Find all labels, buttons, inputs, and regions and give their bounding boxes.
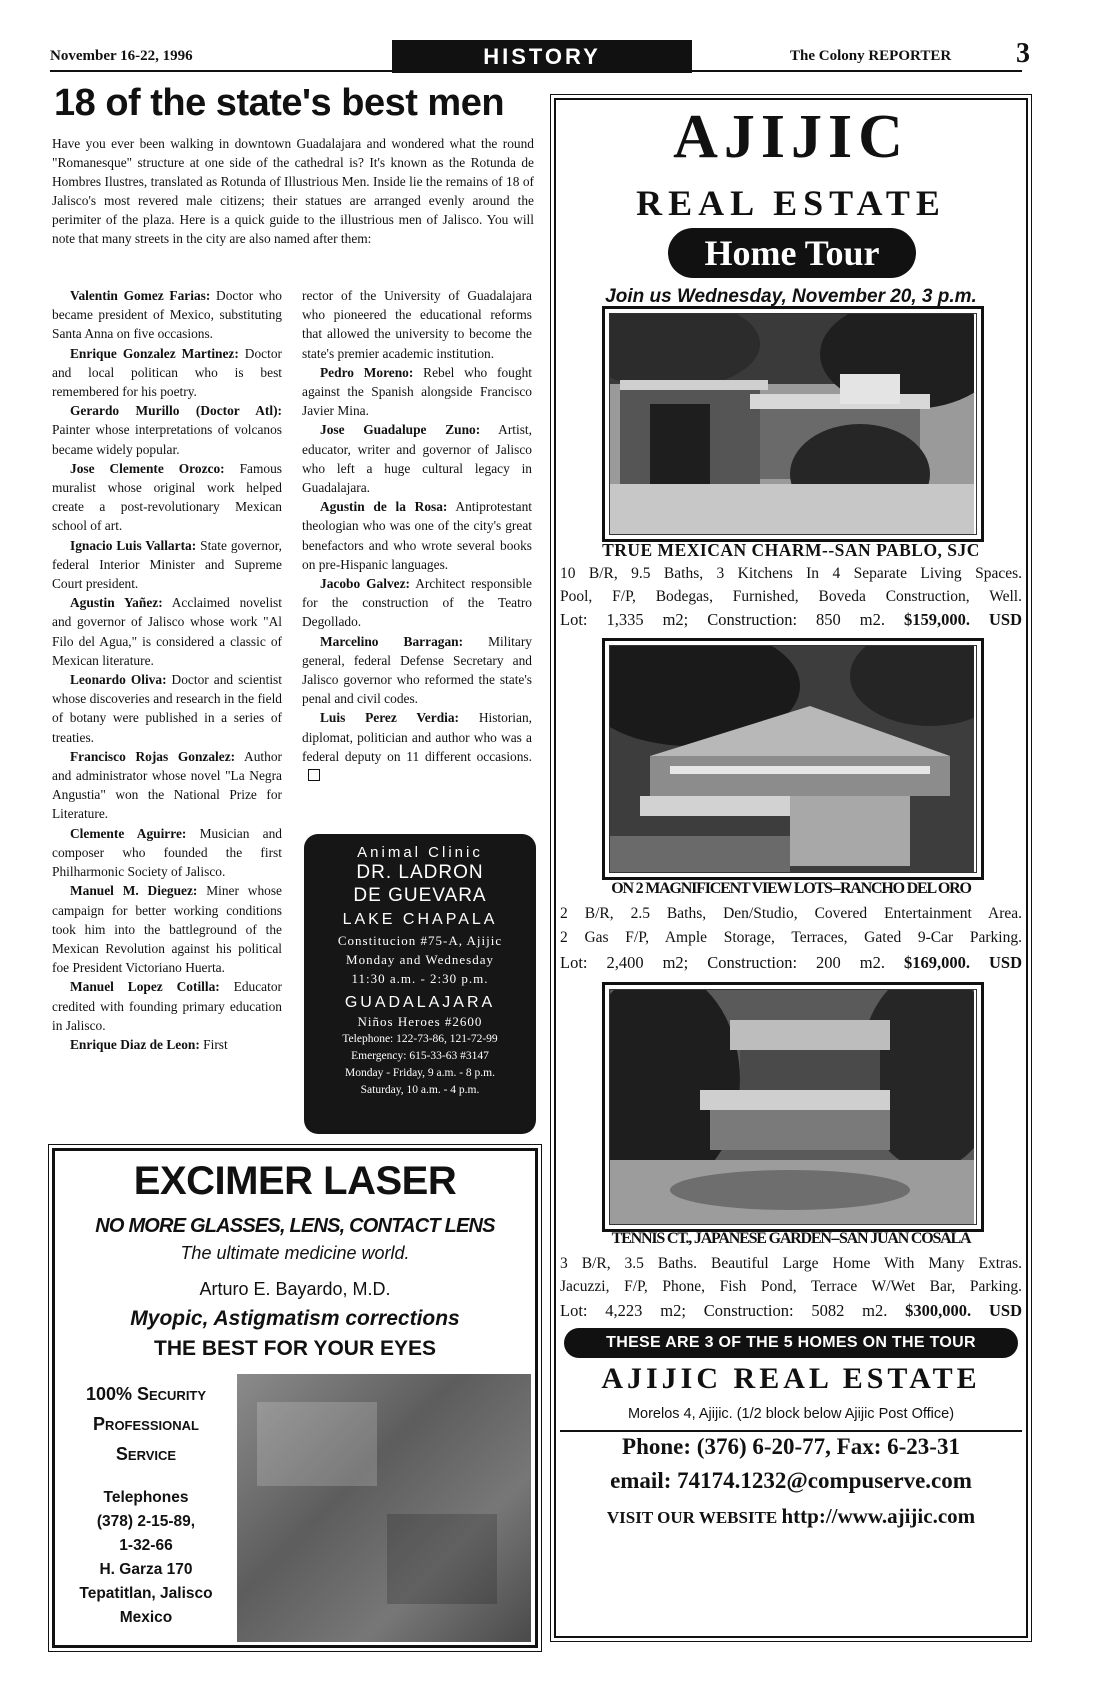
tour-banner: THESE ARE 3 OF THE 5 HOMES ON THE TOUR [564, 1328, 1018, 1358]
entry: Ignacio Luis Vallarta: State governor, federal Interior Minister and Supreme Court president. [52, 537, 282, 592]
re-email: email: 74174.1232@compuserve.com [610, 1468, 972, 1493]
entry: Manuel M. Dieguez: Miner whose campaign for better working conditions took him into the battleground of the Mexican Revolution against his political foe President Victoriano Huerta. [52, 883, 282, 976]
re-website-url: http://www.ajijic.com [781, 1504, 976, 1528]
laser-address-2: Tepatitlan, Jalisco [79, 1585, 213, 1602]
entry-name: Clemente Aguirre: [70, 825, 187, 841]
listing-details-2a: 2 B/R, 2.5 Baths, Den/Studio, Covered Entertainment Area. [560, 905, 1022, 922]
laser-phone-2: 1-32-66 [119, 1537, 173, 1554]
entry-name: Agustin de la Rosa: [320, 499, 448, 515]
article-headline: 18 of the state's best men [54, 82, 505, 124]
entry-name: Manuel Lopez Cotilla: [70, 979, 220, 995]
laser-title: EXCIMER LASER [133, 1159, 457, 1203]
house-photo-3 [610, 990, 974, 1224]
laser-professional: Professional [93, 1414, 199, 1434]
entry-name: Pedro Moreno: [320, 364, 414, 380]
end-mark-icon [308, 769, 320, 781]
excimer-laser-ad [52, 1148, 538, 1648]
house-photo-1 [610, 314, 974, 534]
clinic-hours-2: Monday - Friday, 9 a.m. - 8 p.m. [344, 1067, 495, 1079]
listing-title-1: TRUE MEXICAN CHARM--SAN PABLO, SJC [602, 540, 980, 560]
clinic-telephone: Telephone: 122-73-86, 121-72-99 [342, 1033, 498, 1045]
entry-name: Agustin Yañez: [70, 595, 163, 611]
entry-name: Enrique Gonzalez Martinez: [70, 345, 239, 361]
entry-name: Valentin Gomez Farias: [70, 288, 211, 303]
clinic-address-1: Constitucion #75-A, Ajijic [337, 933, 503, 948]
entry-name: Enrique Diaz de Leon: [70, 1036, 200, 1052]
entry-name: Jose Clemente Orozco: [70, 460, 225, 476]
laser-service-block [55, 1379, 237, 1469]
entry: Enrique Gonzalez Martinez: Doctor and local politican who is best remembered for his poetry. [52, 345, 282, 400]
listing-photo-1 [602, 306, 984, 542]
listing-details-1a: 10 B/R, 9.5 Baths, 3 Kitchens In 4 Separate Living Spaces. [560, 565, 1022, 582]
listing-photo-2 [602, 638, 984, 880]
laser-security: 100% Security [85, 1384, 207, 1404]
listing-price-line-3: Lot: 4,223 m2; Construction: 5082 m2. $300,000. USD [560, 1301, 1022, 1320]
listing-price-3: $300,000. USD [905, 1301, 1022, 1320]
article-column-1 [52, 286, 282, 1054]
listing-price-2: $169,000. USD [904, 953, 1022, 972]
entry-name: Leonardo Oliva: [70, 672, 167, 688]
home-tour-badge: Home Tour [668, 228, 916, 278]
entry: Gerardo Murillo (Doctor Atl): Painter whose interpretations of volcanos became widely popular. [52, 403, 282, 457]
entry: Agustin Yañez: Acclaimed novelist and governor of Jalisco whose work "Al Filo del Agua," is considered a classic of Mexican literature. [52, 595, 282, 668]
re-logo: AJIJIC [673, 103, 909, 171]
entry: Leonardo Oliva: Doctor and scientist whose discoveries and research in the field of botany were published in a series of treaties. [52, 672, 282, 745]
paper-name: The Colony REPORTER [790, 48, 952, 64]
entry: Luis Perez Verdia: Historian, diplomat, politician and author who was a federal deputy on 11 different occasions. [302, 708, 532, 785]
clinic-doctor-2: DE GUEVARA [353, 885, 487, 906]
entry-name: Gerardo Murillo (Doctor Atl): [70, 403, 282, 419]
entry-name: Jacobo Galvez: [320, 576, 411, 592]
clinic-address-2: Niños Heroes #2600 [357, 1014, 483, 1029]
laser-telephones-heading: Telephones [103, 1489, 189, 1506]
entry: Francisco Rojas Gonzalez: Author and administrator whose novel "La Negra Angustia" won the National Prize for Literature. [52, 748, 282, 822]
laser-address-3: Mexico [119, 1609, 173, 1626]
re-phone: Phone: (376) 6-20-77, Fax: 6-23-31 [622, 1434, 960, 1459]
tour-invitation: Join us Wednesday, November 20, 3 p.m. [605, 286, 977, 307]
listing-price-line-2: Lot: 2,400 m2; Construction: 200 m2. $169,000. USD [560, 953, 1022, 972]
listing-details-3a: 3 B/R, 3.5 Baths. Beautiful Large Home With Many Extras. [560, 1255, 1022, 1272]
listing-details-1b: Pool, F/P, Bodegas, Furnished, Boveda Construction, Well. [560, 588, 1022, 605]
clinic-type: Animal Clinic [357, 844, 483, 861]
entry: Clemente Aguirre: Musician and composer who founded the first Philharmonic Society of Jalisco. [52, 825, 282, 880]
laser-doctor: Arturo E. Bayardo, M.D. [199, 1279, 391, 1299]
clinic-location-1: LAKE CHAPALA [342, 911, 498, 928]
re-logo-sub: REAL ESTATE [636, 183, 946, 223]
entry: Pedro Moreno: Rebel who fought against the Spanish alongside Francisco Javier Mina. [302, 364, 532, 419]
listing-price-line-1: Lot: 1,335 m2; Construction: 850 m2. $159,000. USD [560, 610, 1022, 629]
laser-photo [237, 1374, 531, 1642]
entry-name: Ignacio Luis Vallarta: [70, 537, 197, 553]
clinic-hours-3: Saturday, 10 a.m. - 4 p.m. [360, 1084, 480, 1096]
ajijic-real-estate-ad [554, 98, 1028, 1638]
laser-corrections: Myopic, Astigmatism corrections [130, 1307, 460, 1330]
clinic-emergency: Emergency: 615-33-63 #3147 [351, 1050, 489, 1062]
entry-name: Luis Perez Verdia: [320, 710, 460, 726]
clinic-location-2: GUADALAJARA [344, 994, 496, 1011]
listing-details-3b: Jacuzzi, F/P, Phone, Fish Pond, Terrace W/Wet Bar, Parking. [560, 1278, 1022, 1295]
article-intro: Have you ever been walking in downtown Guadalajara and wondered what the round "Romanesque" structure at one side of the cathedral is? It's known as the Rotunda de Hombres Ilustres, translated as Rotunda of Illustrious Men. Inside lie the remains of 18 of Jalisco's most revered male citizens; their statues are arranged evenly around the perimiter of the plaza. Here is a quick guide to the illustrious men of Jalisco. You will note that many streets in the city are also named after them: [52, 136, 534, 246]
laser-tagline: The ultimate medicine world. [180, 1243, 410, 1263]
entry: Enrique Diaz de Leon: First [70, 1036, 228, 1052]
listing-details-2b: 2 Gas F/P, Ample Storage, Terraces, Gated 9-Car Parking. [560, 929, 1022, 946]
entry: Jose Guadalupe Zuno: Artist, educator, writer and governor of Jalisco who left a huge cultural legacy in Guadalajara. [302, 422, 532, 496]
entry-name: Jose Guadalupe Zuno: [320, 422, 481, 438]
entry-name: Marcelino Barragan: [320, 633, 464, 649]
entry-name: Manuel M. Dieguez: [70, 883, 198, 899]
laser-contact-block [55, 1486, 237, 1630]
re-divider [560, 1430, 1022, 1432]
re-logo-footer: AJIJIC REAL ESTATE [601, 1362, 981, 1395]
page-number: 3 [1016, 38, 1030, 69]
article-column-2 [302, 286, 532, 785]
clinic-days-1: Monday and Wednesday [346, 952, 494, 967]
listing-price-1: $159,000. USD [904, 610, 1022, 629]
clinic-doctor-1: DR. LADRON [356, 862, 484, 883]
listing-title-3: TENNIS CT., JAPANESE GARDEN--SAN JUAN COSALA [611, 1230, 971, 1247]
entry: Jose Clemente Orozco: Famous muralist whose original work helped create a post-revolutionary Mexican school of art. [52, 460, 282, 534]
laser-subtitle: NO MORE GLASSES, LENS, CONTACT LENS [95, 1215, 495, 1237]
header-rule [50, 70, 1022, 72]
section-label: HISTORY [392, 40, 692, 73]
entry-continued: rector of the University of Guadalajara who pioneered the educational reforms that allowed the university to become the state's premier academic institution. [302, 288, 532, 361]
listing-title-2: ON 2 MAGNIFICENT VIEW LOTS--RANCHO DEL ORO [611, 880, 971, 897]
laser-service: Service [115, 1444, 177, 1464]
re-address: Morelos 4, Ajijic. (1/2 block below Ajijic Post Office) [627, 1406, 955, 1422]
entry-name: Francisco Rojas Gonzalez: [70, 748, 236, 764]
entry: Valentin Gomez Farias: Doctor who became president of Mexico, substituting Santa Anna on five occasions. [52, 288, 282, 342]
entry: Marcelino Barragan: Military general, federal Defense Secretary and Jalisco governor who reformed the state's penal and civil codes. [302, 633, 532, 707]
entry: Agustin de la Rosa: Antiprotestant theologian who was one of the city's great benefactors and who wrote several books on pre-Hispanic languages. [302, 499, 533, 572]
entry: Jacobo Galvez: Architect responsible for the construction of the Teatro Degollado. [302, 576, 532, 630]
laser-address-1: H. Garza 170 [99, 1561, 193, 1578]
house-photo-2 [610, 646, 974, 872]
clinic-hours-1: 11:30 a.m. - 2:30 p.m. [351, 971, 489, 986]
entry: Manuel Lopez Cotilla: Educator credited with founding primary education in Jalisco. [52, 979, 282, 1033]
laser-phone-1: (378) 2-15-89, [96, 1513, 196, 1530]
re-website: VISIT OUR WEBSITE http://www.ajijic.com [606, 1504, 976, 1528]
issue-date: November 16-22, 1996 [50, 48, 193, 64]
animal-clinic-ad [304, 834, 536, 1134]
laser-slogan: THE BEST FOR YOUR EYES [154, 1337, 436, 1360]
listing-photo-3 [602, 982, 984, 1232]
